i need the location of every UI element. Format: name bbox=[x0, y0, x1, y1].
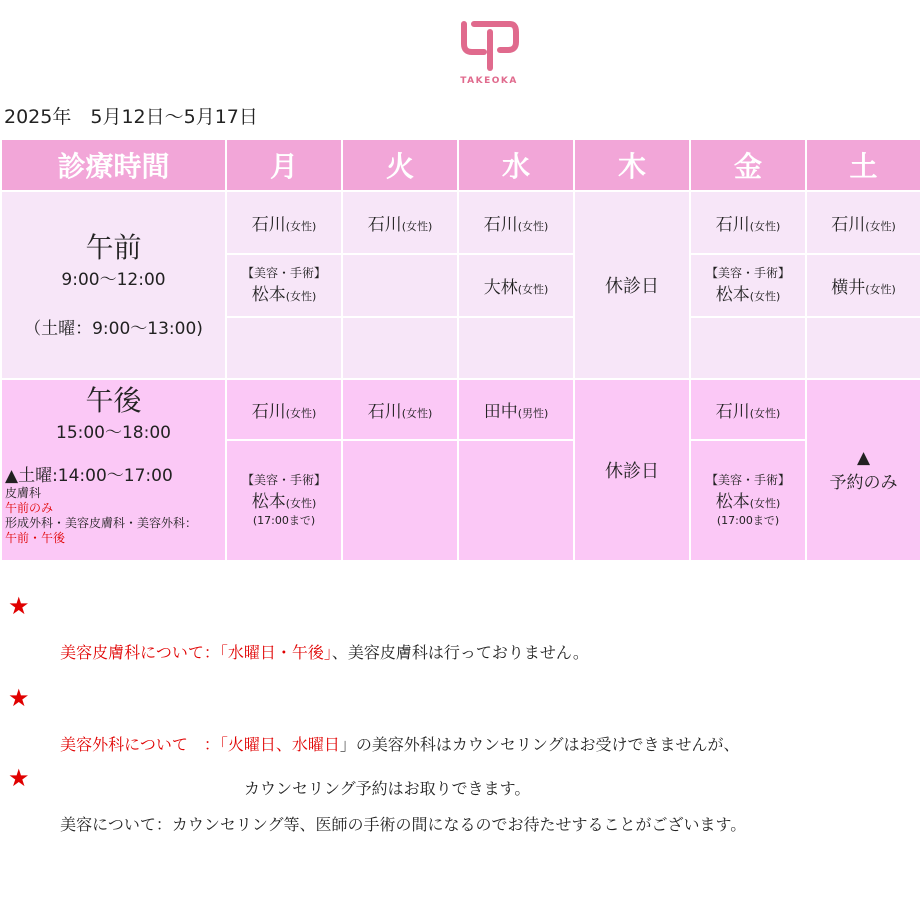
doctor-name: 石川 bbox=[367, 215, 402, 236]
slot-pm2-mon bbox=[226, 440, 342, 561]
afternoon-label-cell bbox=[1, 379, 226, 561]
slot-am2-sat bbox=[806, 254, 920, 317]
morning-sat-time: （土曜：9:00〜13:00) bbox=[24, 319, 203, 340]
slot-am3-fri bbox=[690, 317, 806, 380]
slot-pm-sat bbox=[806, 379, 920, 561]
takeoka-logo bbox=[456, 18, 522, 90]
reservation-only-label: 予約のみ bbox=[829, 472, 898, 493]
morning-thu-closed: 休診日 bbox=[574, 191, 690, 379]
slot-am2-wed bbox=[458, 254, 574, 317]
afternoon-sat-time: ▲土曜:14:00〜17:00 bbox=[5, 466, 173, 487]
schedule-table bbox=[0, 138, 920, 562]
note-red: 美容外科について ：「火曜日、水曜日 bbox=[60, 735, 340, 754]
slot-pm1-mon bbox=[226, 379, 342, 440]
doctor-name: 石川 bbox=[715, 215, 750, 236]
doctor-gender: (女性) bbox=[285, 496, 317, 510]
am-pm-label: 午前・午後 bbox=[5, 531, 66, 546]
header-day-wed: 水 bbox=[458, 139, 574, 191]
note-cosmetic-general bbox=[8, 764, 747, 836]
header-day-mon: 月 bbox=[226, 139, 342, 191]
slot-am3-wed bbox=[458, 317, 574, 380]
doctor-gender: (女性) bbox=[865, 282, 896, 296]
doctor-name: 松本 bbox=[715, 284, 750, 305]
doctor-name: 石川 bbox=[251, 402, 286, 422]
dermatology-label: 皮膚科 bbox=[5, 486, 42, 501]
doctor-gender: (女性) bbox=[517, 220, 549, 234]
note-text: 」の美容外科はカウンセリングはお受けできませんが、 bbox=[339, 735, 740, 754]
doctor-gender: (女性) bbox=[401, 220, 433, 234]
doctor-gender: (女性) bbox=[749, 289, 781, 303]
slot-pm2-wed bbox=[458, 440, 574, 561]
triangle-icon: ▲ bbox=[856, 447, 871, 468]
doctor-gender: (男性) bbox=[517, 407, 549, 420]
slot-am3-tue bbox=[342, 317, 458, 380]
morning-only-label: 午前のみ bbox=[5, 501, 54, 516]
doctor-name: 石川 bbox=[715, 402, 750, 422]
slot-pm1-tue bbox=[342, 379, 458, 440]
star-icon: ★ bbox=[8, 592, 30, 620]
star-icon: ★ bbox=[8, 684, 30, 712]
morning-title: 午前 bbox=[85, 231, 142, 265]
doctor-name: 松本 bbox=[715, 491, 750, 512]
note-cosmetic-dermatology bbox=[8, 592, 589, 664]
cosmetic-label: 形成外科・美容皮膚科・美容外科： bbox=[5, 516, 198, 531]
doctor-name: 石川 bbox=[483, 215, 518, 236]
header-label: 診療時間 bbox=[1, 139, 226, 191]
doctor-name: 石川 bbox=[831, 215, 866, 236]
doctor-gender: (女性) bbox=[749, 220, 781, 234]
doctor-gender: (女性) bbox=[285, 220, 317, 234]
slot-am3-mon bbox=[226, 317, 342, 380]
until-note: (17:00まで) bbox=[716, 513, 780, 527]
doctor-gender: (女性) bbox=[865, 220, 896, 234]
slot-am1-wed bbox=[458, 191, 574, 254]
morning-row-1 bbox=[1, 191, 920, 254]
afternoon-title: 午後 bbox=[85, 384, 142, 418]
morning-label-cell bbox=[1, 191, 226, 379]
doctor-gender: (女性) bbox=[517, 282, 549, 296]
slot-pm2-fri bbox=[690, 440, 806, 561]
header-row bbox=[1, 139, 920, 191]
note-text: 、美容皮膚科は行っておりません。 bbox=[331, 643, 589, 662]
doctor-gender: (女性) bbox=[749, 496, 781, 510]
slot-am2-tue bbox=[342, 254, 458, 317]
doctor-name: 松本 bbox=[251, 284, 286, 305]
doctor-name: 石川 bbox=[251, 215, 286, 236]
slot-am3-sat bbox=[806, 317, 920, 380]
until-note: (17:00まで) bbox=[252, 513, 316, 527]
doctor-gender: (女性) bbox=[401, 407, 433, 420]
slot-pm1-wed bbox=[458, 379, 574, 440]
doctor-gender: (女性) bbox=[285, 407, 317, 420]
afternoon-row-1 bbox=[1, 379, 920, 440]
doctor-name: 大林 bbox=[483, 277, 518, 298]
afternoon-time: 15:00〜18:00 bbox=[56, 423, 171, 444]
doctor-name: 横井 bbox=[831, 277, 866, 298]
header-day-tue: 火 bbox=[342, 139, 458, 191]
slot-pm1-fri bbox=[690, 379, 806, 440]
slot-am1-tue bbox=[342, 191, 458, 254]
doctor-name: 石川 bbox=[367, 402, 402, 422]
note-text: 美容について：カウンセリング等、医師の手術の間になるのでお待たせすることがございます。 bbox=[60, 815, 747, 834]
header-day-sat: 土 bbox=[806, 139, 920, 191]
doctor-gender: (女性) bbox=[749, 407, 781, 420]
afternoon-thu-closed: 休診日 bbox=[574, 379, 690, 561]
slot-am2-fri bbox=[690, 254, 806, 317]
surgery-tag: 【美容・手術】 bbox=[241, 472, 326, 487]
header-day-fri: 金 bbox=[690, 139, 806, 191]
doctor-name: 田中 bbox=[483, 402, 518, 422]
surgery-tag: 【美容・手術】 bbox=[705, 472, 790, 487]
slot-am1-fri bbox=[690, 191, 806, 254]
doctor-name: 松本 bbox=[251, 491, 286, 512]
surgery-tag: 【美容・手術】 bbox=[705, 265, 790, 280]
doctor-gender: (女性) bbox=[285, 289, 317, 303]
star-icon: ★ bbox=[8, 764, 30, 792]
note-text-line2: カウンセリング予約はお取りできます。 bbox=[244, 779, 531, 798]
morning-time: 9:00〜12:00 bbox=[61, 270, 166, 291]
header-day-thu: 木 bbox=[574, 139, 690, 191]
logo-text: TAKEOKA bbox=[460, 76, 518, 86]
takeoka-logo-mark bbox=[456, 18, 522, 76]
date-range: 2025年 5月12日〜5月17日 bbox=[4, 106, 258, 128]
slot-pm2-tue bbox=[342, 440, 458, 561]
slot-am1-sat bbox=[806, 191, 920, 254]
surgery-tag: 【美容・手術】 bbox=[241, 265, 326, 280]
slot-am2-mon bbox=[226, 254, 342, 317]
note-red: 美容皮膚科について：「水曜日・午後」 bbox=[60, 643, 332, 662]
slot-am1-mon bbox=[226, 191, 342, 254]
